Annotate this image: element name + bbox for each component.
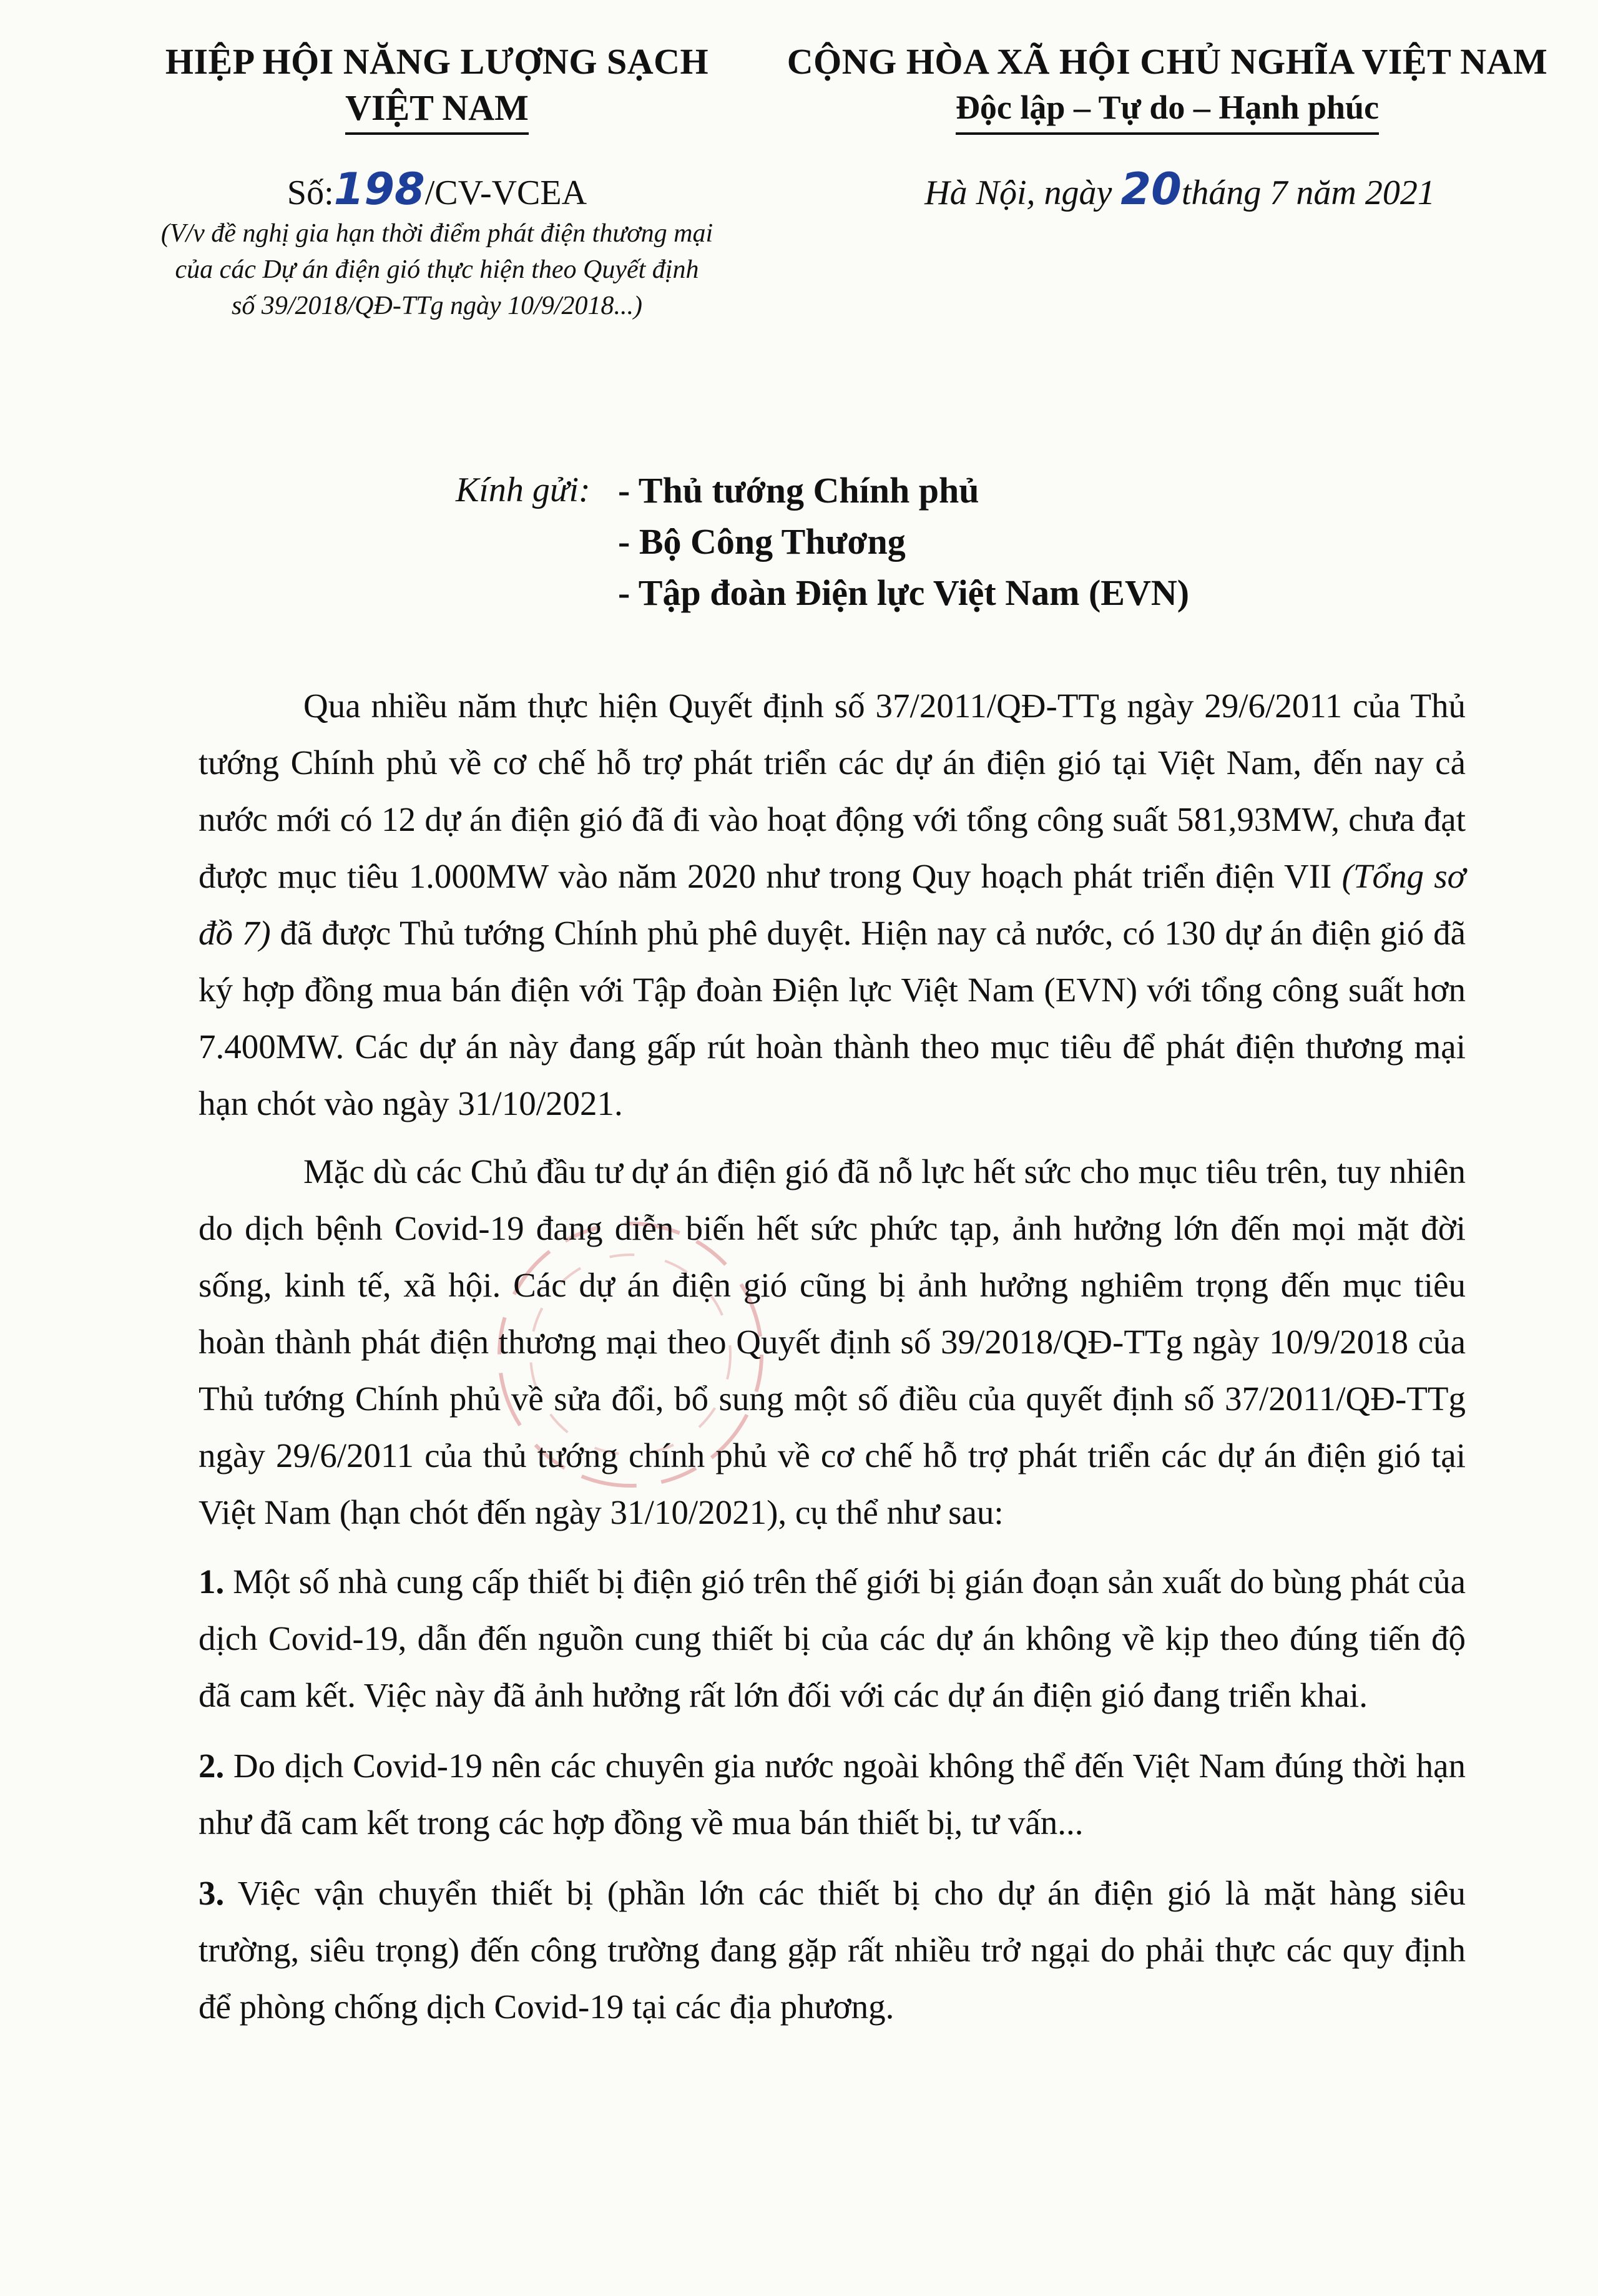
recipients-label: Kính gửi: <box>456 471 591 509</box>
org-name-line1: HIỆP HỘI NĂNG LƯỢNG SẠCH <box>165 41 709 82</box>
item-number: 2. <box>199 1747 225 1785</box>
recipient-item: - Tập đoàn Điện lực Việt Nam (EVN) <box>618 572 1190 613</box>
subject-line: số 39/2018/QĐ-TTg ngày 10/9/2018...) <box>231 292 642 320</box>
number-label: Số: <box>287 174 334 212</box>
date-line <box>830 164 1529 215</box>
org-name-line2: VIỆT NAM <box>345 85 529 135</box>
paragraph-impact: Mặc dù các Chủ đầu tư dự án điện gió đã nỗ lực hết sức cho mục tiêu trên, tuy nhiên do dịch bệnh Covid-19 đang diễn biến hết sức phức tạp, ảnh hưởng lớn đến mọi mặt đời sống, kinh tế, xã hội. Các dự án điện gió cũng bị ảnh hưởng nghiêm trọng đến mục tiêu hoàn thành phát điện thương mại theo Quyết định số 39/2018/QĐ-TTg ngày 10/9/2018 của Thủ tướng Chính phủ về sửa đổi, bổ sung một số điều của quyết định số 37/2011/QĐ-TTg ngày 29/6/2011 của thủ tướng chính phủ về cơ chế hỗ trợ phát triển các dự án điện gió tại Việt Nam (hạn chót đến ngày 31/10/2021), cụ thể như sau: <box>199 1152 1466 1531</box>
subject-line: của các Dự án điện gió thực hiện theo Quyết định <box>175 255 699 284</box>
item-text: Một số nhà cung cấp thiết bị điện gió trên thế giới bị gián đoạn sản xuất do bùng phát của dịch Covid-19, dẫn đến nguồn cung thiết bị của các dự án không về kịp theo đúng tiến độ đã cam kết. Việc này đã ảnh hưởng rất lớn đối với các dự án điện gió đang triển khai. <box>199 1563 1466 1714</box>
national-motto: Độc lập – Tự do – Hạnh phúc <box>956 85 1379 135</box>
number-suffix: /CV-VCEA <box>424 174 587 212</box>
numbered-item <box>199 1737 1466 1851</box>
item-number: 3. <box>199 1874 225 1912</box>
document-number <box>125 164 749 215</box>
document-subject <box>125 215 749 324</box>
handwritten-day: 20 <box>1120 164 1182 215</box>
item-number: 1. <box>199 1563 225 1601</box>
letter-body <box>199 677 1466 2049</box>
date-prefix: Hà Nội, ngày <box>924 174 1121 212</box>
paragraph-text: Qua nhiều năm thực hiện Quyết định số 37/2011/QĐ-TTg ngày 29/6/2011 của Thủ tướng Chính phủ về cơ chế hỗ trợ phát triển các dự án điện gió tại Việt Nam, đến nay cả nước mới có 12 dự án điện gió đã đi vào hoạt động với tổng công suất 581,93MW, chưa đạt được mục tiêu 1.000MW vào năm 2020 như trong Quy hoạch phát triển điện VII <box>199 687 1466 895</box>
handwritten-number: 198 <box>333 164 425 215</box>
recipient-item: - Bộ Công Thương <box>618 521 906 562</box>
numbered-item <box>199 1865 1466 2035</box>
organization-header <box>125 39 749 135</box>
recipients-list <box>618 465 1492 619</box>
recipient-item: - Thủ tướng Chính phủ <box>618 470 979 511</box>
national-header <box>762 39 1573 135</box>
republic-title: CỘNG HÒA XÃ HỘI CHỦ NGHĨA VIỆT NAM <box>787 41 1548 82</box>
paragraph-italic-text: (Tổng sơ đồ 7) <box>199 857 1466 952</box>
numbered-item <box>199 1553 1466 1724</box>
date-suffix: tháng 7 năm 2021 <box>1181 174 1435 212</box>
paragraph-text: đã được Thủ tướng Chính phủ phê duyệt. Hiện nay cả nước, có 130 dự án điện gió đã ký hợp đồng mua bán điện với Tập đoàn Điện lực Việt Nam (EVN) với tổng công suất hơn 7.400MW. Các dự án này đang gấp rút hoàn thành theo mục tiêu để phát điện thương mại hạn chót vào ngày 31/10/2021. <box>199 914 1466 1122</box>
item-text: Việc vận chuyển thiết bị (phần lớn các thiết bị cho dự án điện gió là mặt hàng siêu trường, siêu trọng) đến công trường đang gặp rất nhiều trở ngại do phải thực các quy định để phòng chống dịch Covid-19 tại các địa phương. <box>199 1874 1466 2026</box>
subject-line: (V/v đề nghị gia hạn thời điểm phát điện thương mại <box>160 219 713 248</box>
item-text: Do dịch Covid-19 nên các chuyên gia nước ngoài không thể đến Việt Nam đúng thời hạn như đã cam kết trong các hợp đồng về mua bán thiết bị, tư vấn... <box>199 1747 1466 1842</box>
paragraph-intro <box>199 677 1466 1132</box>
